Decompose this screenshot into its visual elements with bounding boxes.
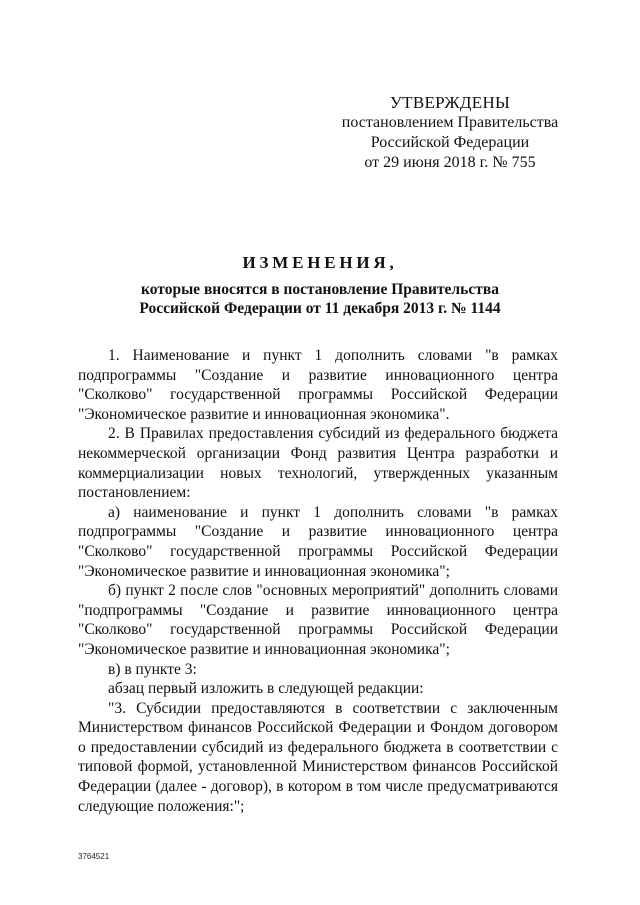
paragraph-2c-text: "3. Субсидии предоставляются в соответствии с заключенным Министерством финансов Российской Федерации и Фондом договором о предоставлении субсидий из федерального бюджета в соответствии с типовой формой, установленной Министерством финансов Российской Федерации (далее - договор), в котором в том числе предусматриваются следующие положения:"; — [78, 699, 558, 815]
approval-line-1: постановлением Правительства — [341, 114, 559, 131]
paragraph-1: 1. Наименование и пункт 1 дополнить словами "в рамках подпрограммы "Создание и развитие инновационного центра "Сколково" государственной программы Российской Федерации "Экономическое развитие и инновационная экономика". — [78, 347, 558, 423]
paragraph-2b: б) пункт 2 после слов "основных мероприятий" дополнить словами "подпрограммы "Создание и развитие инновационного центра "Сколково" государственной программы Российской Федерации "Экономическое развитие и инновационная экономика"; — [78, 582, 558, 658]
approval-line-3: от 29 июня 2018 г. № 755 — [364, 154, 536, 171]
document-code: 3764521 — [78, 852, 110, 861]
approval-stamp — [330, 93, 570, 173]
title-sub-2: Российской Федерации от 11 декабря 2013 г. № 1144 — [139, 300, 501, 317]
approval-line-2: Российской Федерации — [370, 134, 530, 151]
document-body — [78, 346, 558, 816]
title-main: ИЗМЕНЕНИЯ, — [242, 253, 398, 272]
paragraph-2a: а) наименование и пункт 1 дополнить словами "в рамках подпрограммы "Создание и развитие инновационного центра "Сколково" государственной программы Российской Федерации "Экономическое развитие и инновационная экономика"; — [78, 503, 558, 580]
paragraph-2: 2. В Правилах предоставления субсидий из федерального бюджета некоммерческой организации Фонд развития Центра разработки и коммерциализации новых технологий, утвержденных указанным постановлением: — [78, 425, 558, 502]
title-sub-1: которые вносятся в постановление Правительства — [141, 281, 499, 298]
paragraph-2c: в) в пункте 3: — [108, 660, 197, 678]
paragraph-2c-intro: абзац первый изложить в следующей редакции: — [108, 680, 424, 698]
document-title — [60, 252, 580, 318]
approval-heading: УТВЕРЖДЕНЫ — [389, 93, 511, 112]
